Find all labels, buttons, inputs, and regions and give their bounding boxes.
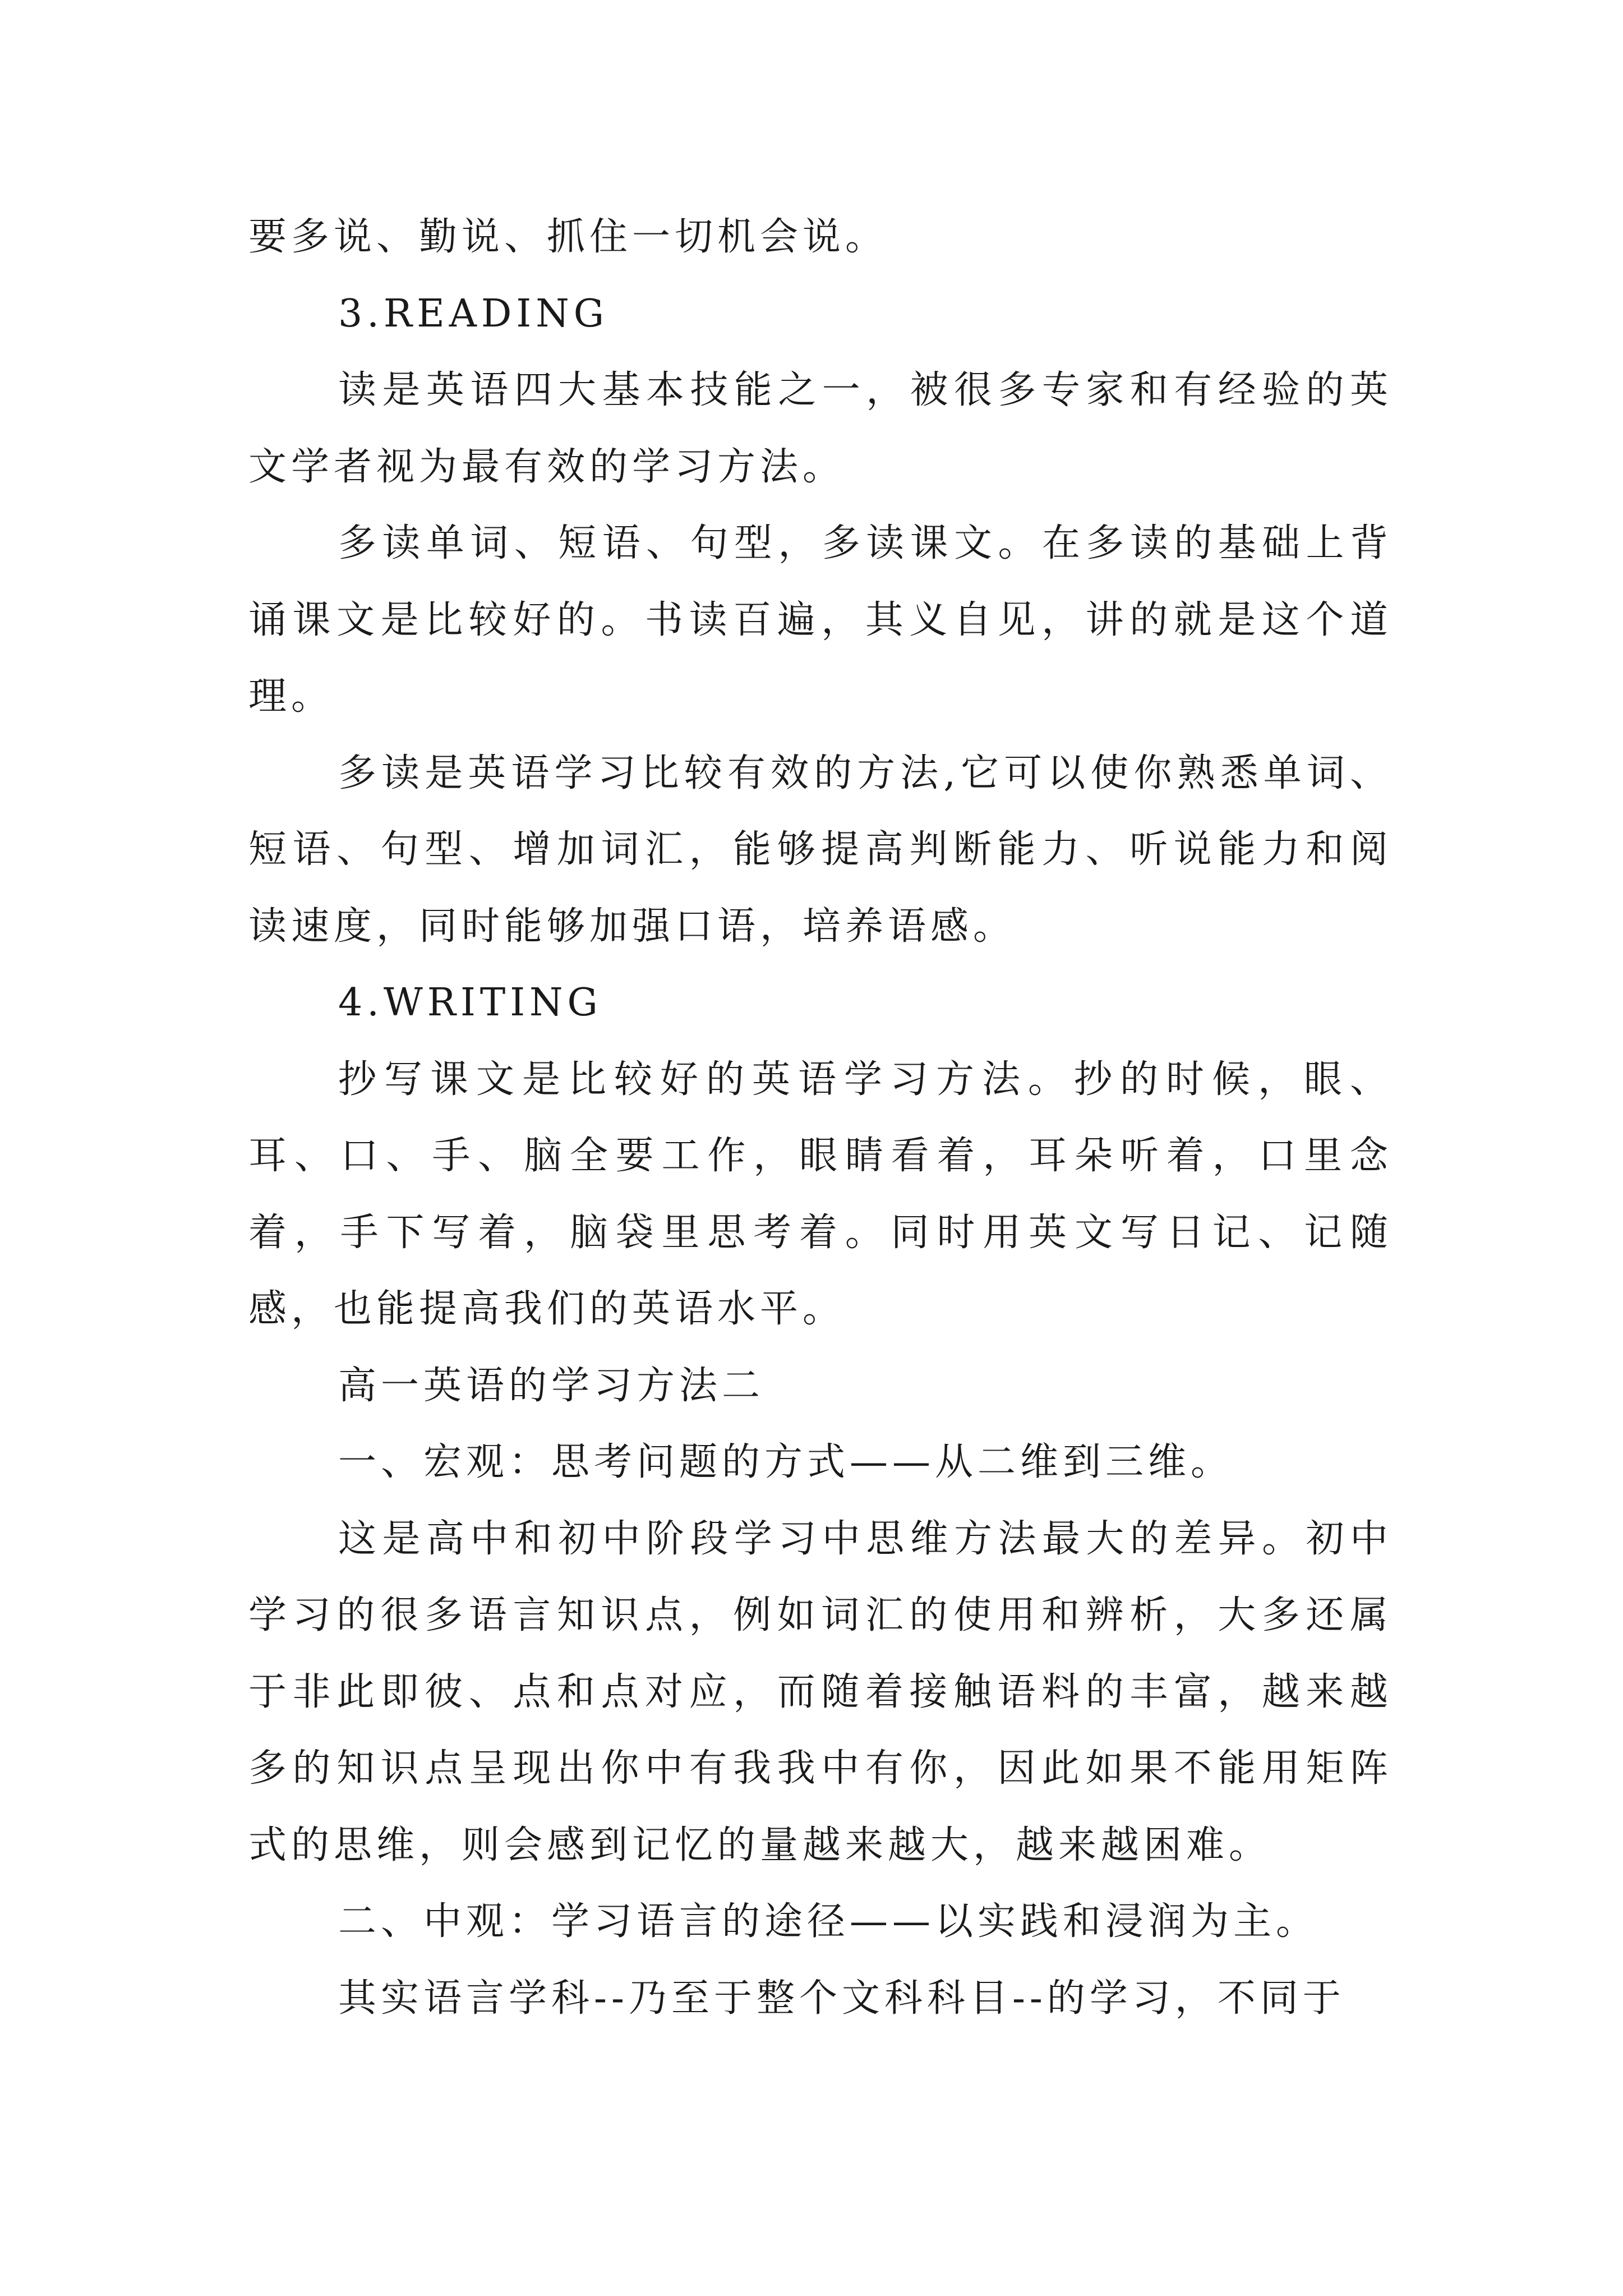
paragraph-meso: 其实语言学科--乃至于整个文科科目--的学习，不同于 — [338, 1976, 1345, 2021]
paragraph-reading-intro: 读是英语四大基本技能之一，被很多专家和有经验的英文学者视为最有效的学习方法。 — [248, 368, 1393, 489]
subheading-meso: 二、中观：学习语言的途径——以实践和浸润为主。 — [338, 1899, 1319, 1944]
paragraph-reading-practice: 多读单词、短语、句型，多读课文。在多读的基础上背诵课文是比较好的。书读百遍，其义自见，讲的就是这个道理。 — [248, 521, 1393, 719]
subheading-macro: 一、宏观：思考问题的方式——从二维到三维。 — [338, 1440, 1234, 1484]
section-heading-writing: 4.WRITING — [338, 981, 602, 1025]
paragraph-writing: 抄写课文是比较好的英语学习方法。抄的时候，眼、耳、口、手、脑全要工作，眼睛看着，耳朵听着，口里念着，手下写着，脑袋里思考着。同时用英文写日记、记随感，也能提高我们的英语水平。 — [248, 1057, 1393, 1331]
paragraph-macro: 这是高中和初中阶段学习中思维方法最大的差异。初中学习的很多语言知识点，例如词汇的使用和辨析，大多还属于非此即彼、点和点对应，而随着接触语料的丰富，越来越多的知识点呈现出你中有我我中有你，因此如果不能用矩阵式的思维，则会感到记忆的量越来越大，越来越困难。 — [248, 1516, 1393, 1867]
section-title-method-two: 高一英语的学习方法二 — [338, 1363, 765, 1408]
document-body — [248, 199, 1393, 2037]
section-heading-reading: 3.READING — [338, 291, 609, 336]
paragraph-continuation: 要多说、勤说、抓住一切机会说。 — [248, 215, 888, 259]
paragraph-reading-benefits: 多读是英语学习比较有效的方法,它可以使你熟悉单词、短语、句型、增加词汇，能够提高判断能力、听说能力和阅读速度，同时能够加强口语，培养语感。 — [248, 751, 1393, 949]
